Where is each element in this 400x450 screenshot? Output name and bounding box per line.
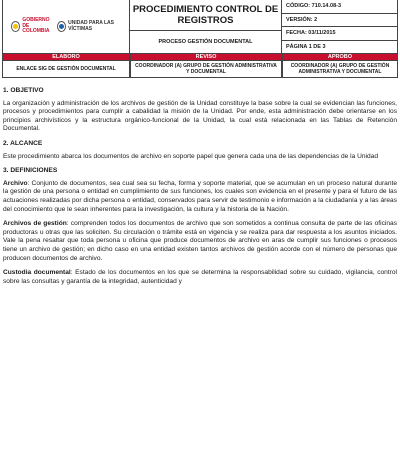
elaboro-value: ENLACE SIG DE GESTIÓN DOCUMENTAL	[2, 61, 130, 78]
term-archivos-gestion: Archivos de gestión	[3, 220, 67, 228]
definition-custodia	[3, 269, 397, 286]
aprobo-value: COORDINADOR (A) GRUPO DE GESTIÓN ADMINISTRATIVA Y DOCUMENTAL	[282, 61, 398, 78]
section-heading-objetivo: 1. OBJETIVO	[3, 87, 44, 94]
doc-date: FECHA: 03/11/2015	[282, 27, 397, 41]
term-archivo: Archivo	[3, 179, 28, 187]
doc-code: CÓDIGO: 710.14.08-3	[282, 0, 397, 14]
document-title: PROCEDIMIENTO CONTROL DE REGISTROS	[130, 0, 281, 31]
definition-text-archivos-gestion: : comprenden todos los documentos de archivo que son sometidos a continua consulta de parte de las oficinas productoras u otras que las soliciten. Su circulación o trámite está en vigencia y se realiza para dar respuesta a los asuntos iniciados. Vale la pena resaltar que toda persona u oficina que produce documentos de archivo en aras de cumplir sus funciones o procesos tiene un archivo de gestión; en dicho caso en una entidad existen tantos archivos de gestión acorde con el número de personas que producen documentos de archivo.	[3, 220, 397, 262]
reviso-value: COORDINADOR (A) GRUPO DE GESTIÓN ADMINISTRATIVA Y DOCUMENTAL	[130, 61, 282, 78]
doc-page: PÁGINA 1 DE 3	[286, 43, 326, 50]
section-heading-alcance: 2. ALCANCE	[3, 139, 43, 147]
definition-text-archivo: : Conjunto de documentos, sea cual sea su fecha, forma y soporte material, que se acumulan en un proceso natural durante la gestión de una persona o entidad en cumplimiento de sus funciones, los cuales son evidencia en el presente y para el futuro de las actuaciones realizadas por dicha persona o entidad, conservados para servir de testimonio e información a la ciudadanía y a las áreas del conocimiento que le sean inherentes para la investigación, la cultura y la historia de la Nación.	[3, 179, 397, 213]
unidad-seal-icon	[57, 21, 66, 32]
document-meta	[282, 0, 398, 54]
reviso-label: REVISO	[130, 54, 282, 61]
definition-text-custodia: : Estado de los documentos en los que se determina la responsabilidad sobre su cuidado, vigilancia, control sobre las consultas y garantía de la integridad, autenticidad y	[3, 269, 398, 285]
elaboro-label: ELABORO	[2, 54, 130, 61]
paragraph-objetivo: La organización y administración de los archivos de gestión de la Unidad constituye la base sobre la cual se evidencian las funciones, procesos y procedimientos para cumplir a cabalidad la misión de la Unidad. Por ende, esta administración debe orientarse en los principios archivísticos y la estructura orgánico-funcional de la Unidad, la cual está relacionada en las Tablas de Retención Documental.	[3, 99, 397, 133]
logos-cell	[2, 0, 130, 54]
aprobo-label: APROBO	[282, 54, 398, 61]
doc-version: VERSIÓN: 2	[282, 14, 397, 28]
document-header	[2, 0, 398, 78]
term-custodia: Custodia documental	[3, 269, 71, 277]
unidad-logo: UNIDAD PARA LAS VÍCTIMAS	[57, 21, 123, 32]
paragraph-alcance: Este procedimiento abarca los documentos de archivo en soporte papel que genera cada una de las dependencias de la Unidad	[3, 152, 379, 160]
gobierno-seal-icon	[11, 21, 20, 32]
gobierno-logo: GOBIERNO DE COLOMBIA	[11, 18, 51, 35]
definition-archivo	[3, 180, 397, 214]
definition-archivos-gestion	[3, 220, 397, 263]
process-name: PROCESO GESTIÓN DOCUMENTAL	[158, 39, 253, 45]
document-body	[3, 82, 397, 292]
section-heading-definiciones: 3. DEFINICIONES	[3, 167, 58, 175]
